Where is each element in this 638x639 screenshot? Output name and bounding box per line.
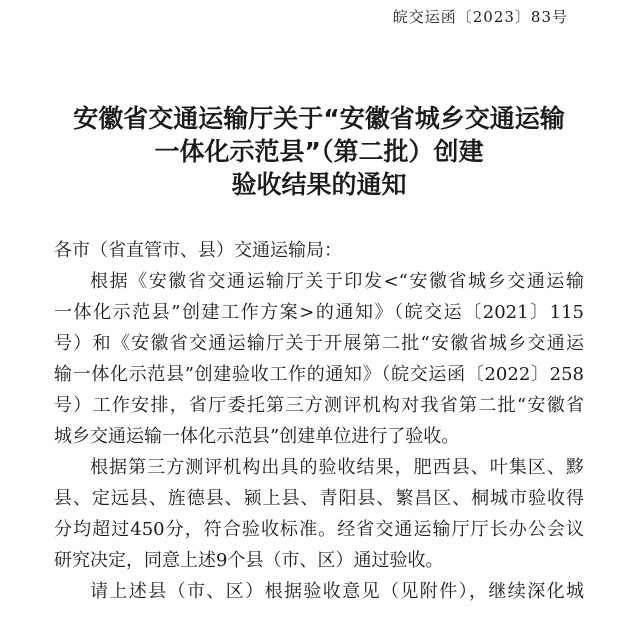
body-line: 号）和《安徽省交通运输厅关于开展第二批“安徽省城乡交通运 — [54, 333, 584, 354]
body-line: 根据第三方测评机构出具的验收结果，肥西县、叶集区、黟 — [90, 457, 584, 478]
body-line: 根据《安徽省交通运输厅关于印发<“安徽省城乡交通运输 — [90, 271, 584, 292]
body-text — [54, 266, 584, 607]
addressee: 各市（省直管市、县）交通运输局： — [54, 240, 342, 261]
document-title — [0, 102, 638, 201]
body-line: 输一体化示范县”创建验收工作的通知》（皖交运函〔2022〕258 — [54, 364, 584, 385]
document-number: 皖交运函〔2023〕83号 — [392, 8, 568, 26]
body-line: 县、定远县、旌德县、颍上县、青阳县、繁昌区、桐城市验收得 — [54, 488, 584, 509]
body-line: 城乡交通运输一体化示范县”创建单位进行了验收。 — [54, 426, 460, 447]
body-line: 分均超过450分，符合验收标准。经省交通运输厅厅长办公会议 — [54, 519, 584, 540]
body-line: 研究决定，同意上述9个县（市、区）通过验收。 — [54, 550, 444, 571]
title-line: 验收结果的通知 — [231, 170, 407, 199]
body-line: 请上述县（市、区）根据验收意见（见附件），继续深化城 — [90, 581, 584, 602]
body-line: 号）工作安排，省厅委托第三方测评机构对我省第二批“安徽省 — [54, 395, 584, 416]
title-line: 安徽省交通运输厅关于“安徽省城乡交通运输 — [73, 104, 565, 133]
title-line: 一体化示范县”（第二批）创建 — [154, 137, 484, 166]
body-line: 一体化示范县”创建工作方案>的通知》（皖交运〔2021〕115 — [54, 302, 584, 323]
